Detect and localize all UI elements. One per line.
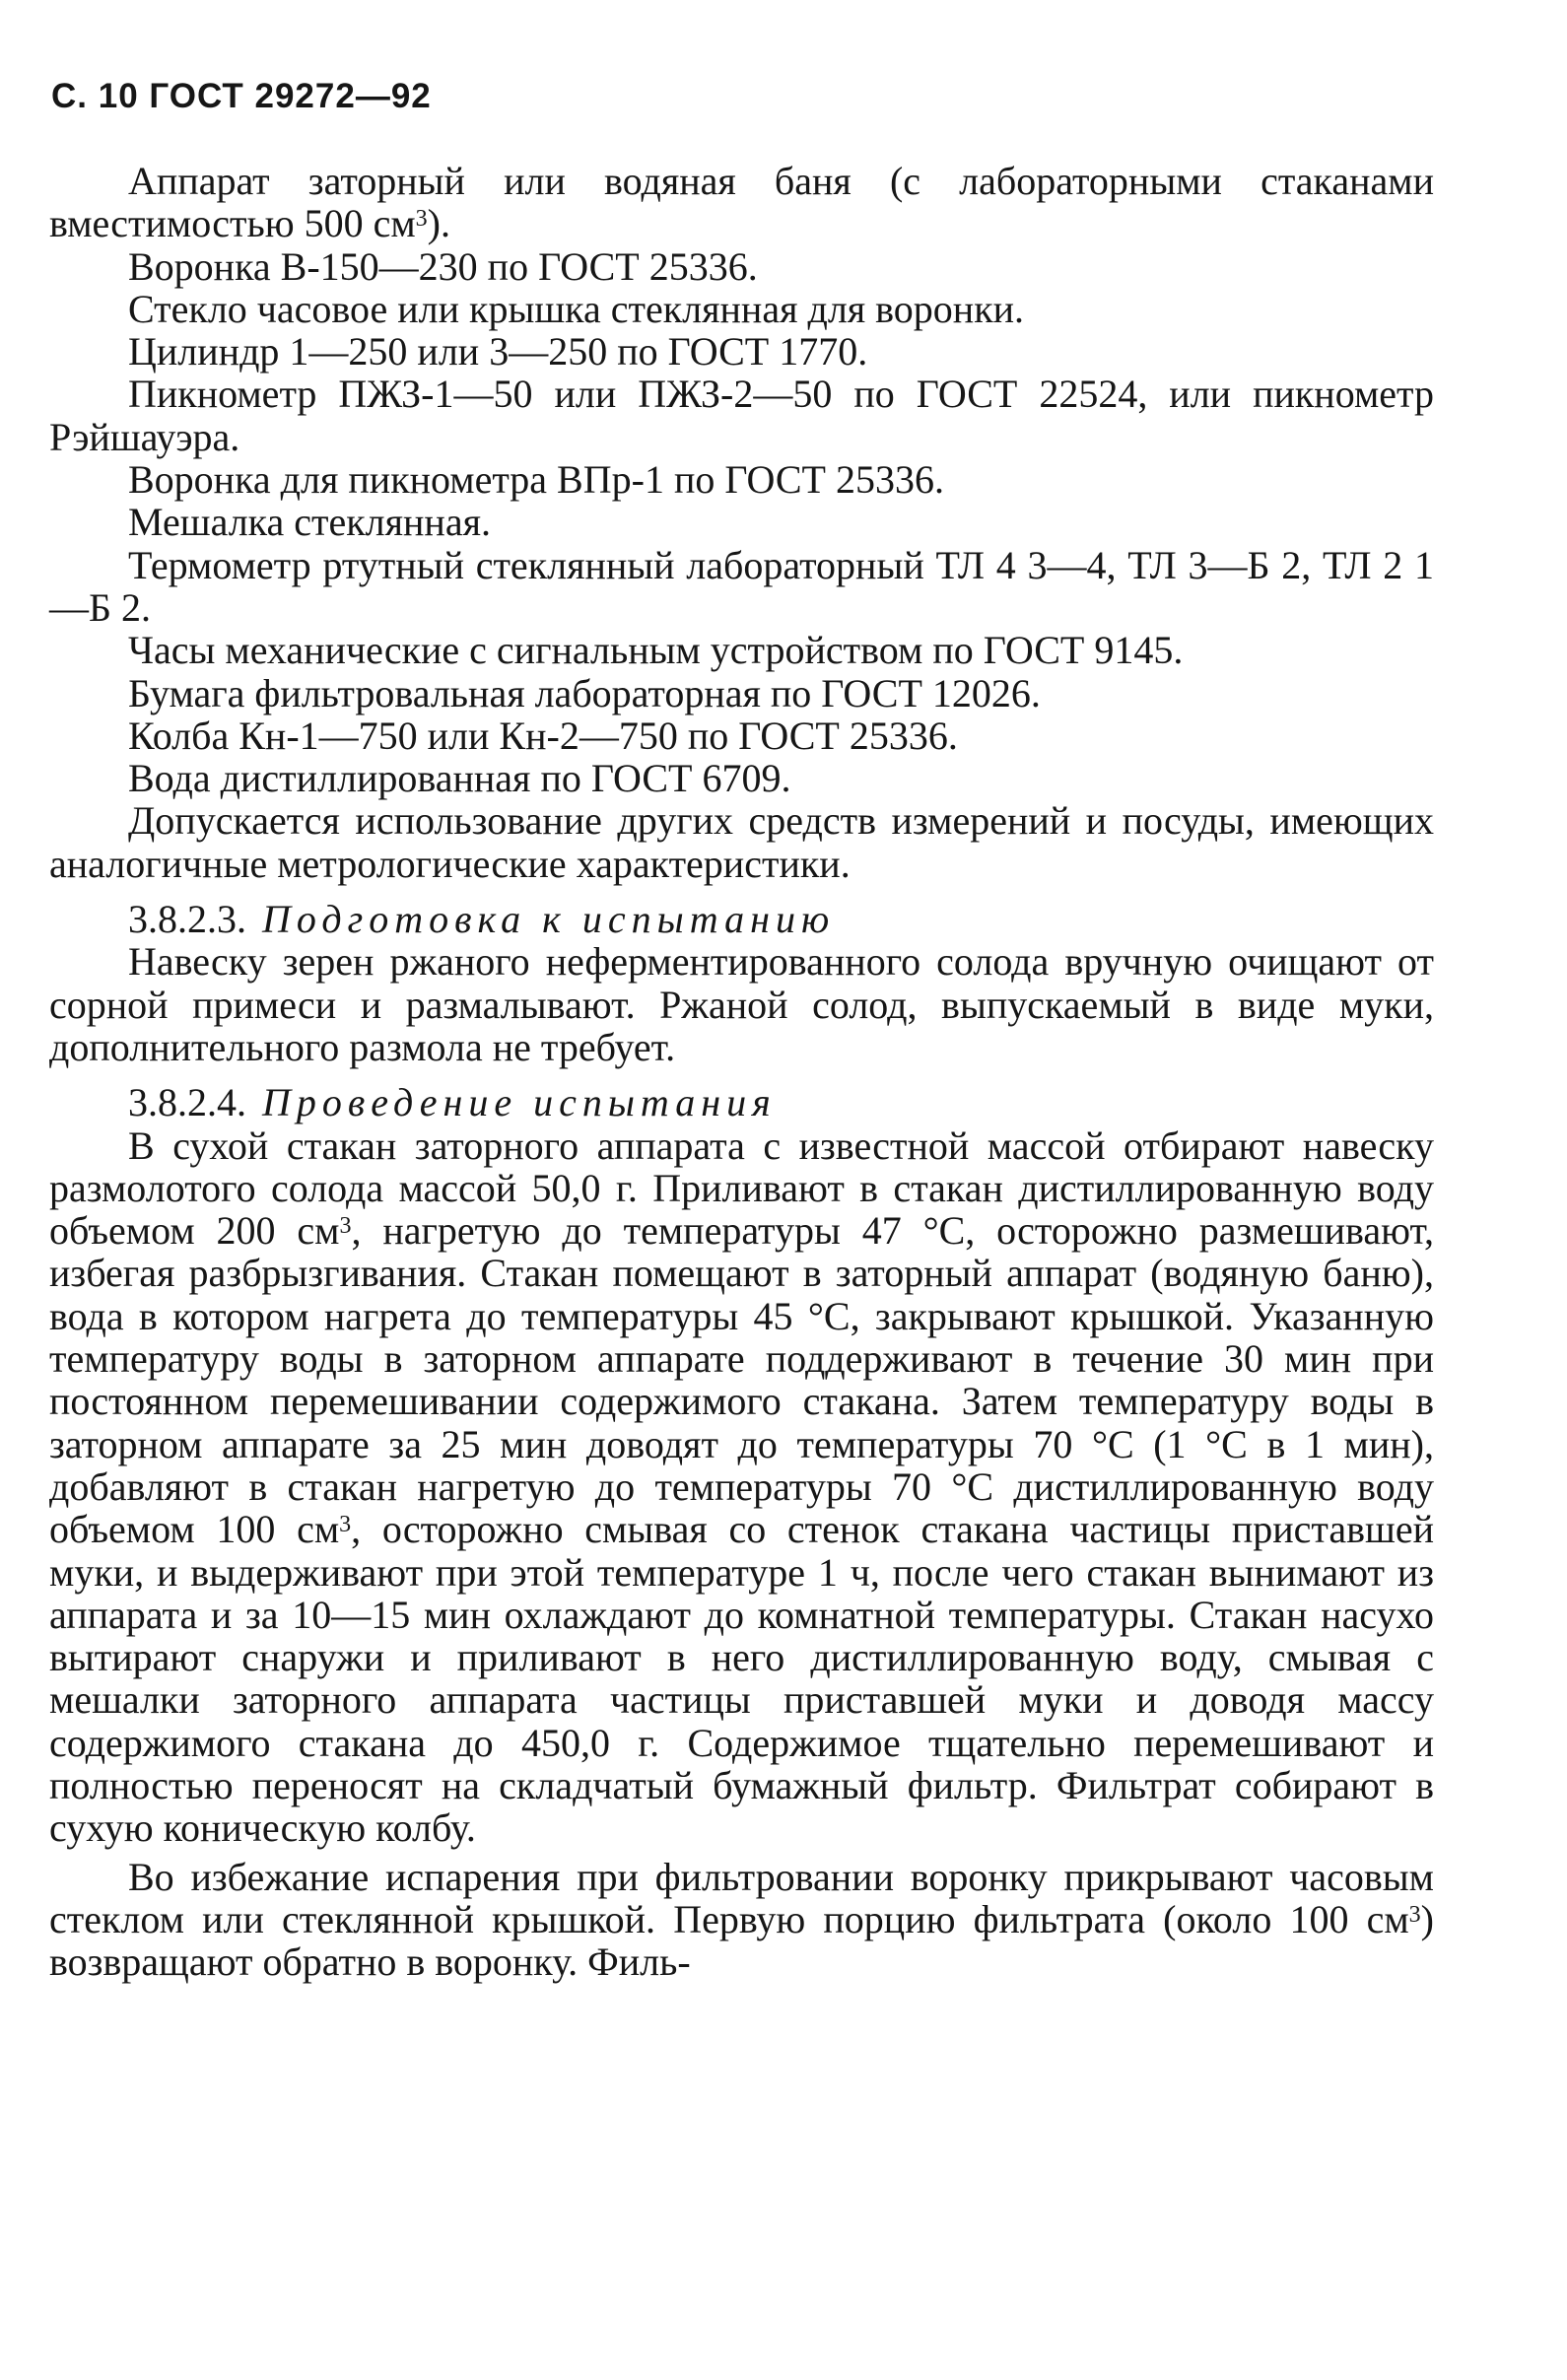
section-paragraph: Во избежание испарения при фильтровании воронку прикрывают часовым стеклом или стеклянной крышкой. Первую порцию фильтрата (около 100 $см^3$) возвращают обратно в воронку. Филь-	[49, 1854, 1434, 1985]
equipment-item: Воронка В-150—230 по ГОСТ 25336.	[128, 243, 758, 289]
equipment-item: Колба Кн-1—750 или Кн-2—750 по ГОСТ 25336.	[128, 713, 958, 758]
equipment-item: Мешалка стеклянная.	[128, 500, 491, 545]
section-heading-3823	[49, 898, 1434, 940]
section-number: 3.8.2.4.	[128, 1080, 246, 1125]
equipment-item: Стекло часовое или крышка стеклянная для воронки.	[128, 286, 1025, 331]
section-title: Проведение испытания	[262, 1080, 777, 1125]
page-content	[49, 160, 1434, 1983]
equipment-item: Термометр ртутный стеклянный лабораторный ТЛ 4 3—4, ТЛ 3—Б 2, ТЛ 2 1—Б 2.	[49, 542, 1434, 630]
equipment-note: Допускается использование других средств измерений и посуды, имеющих аналогичные метрологические характеристики.	[49, 798, 1434, 886]
section-number: 3.8.2.3.	[128, 897, 246, 942]
equipment-item: Пикнометр ПЖЗ-1—50 или ПЖЗ-2—50 по ГОСТ 22524, или пикнометр Рэйшауэра.	[49, 372, 1434, 459]
section-paragraph: Навеску зерен ржаного неферментированного солода вручную очищают от сорной примеси и размалывают. Ржаной солод, выпускаемый в виде муки, дополнительного размола не требует.	[49, 939, 1434, 1069]
equipment-item: Бумага фильтровальная лабораторная по ГОСТ 12026.	[128, 670, 1041, 715]
equipment-item: Цилиндр 1—250 или 3—250 по ГОСТ 1770.	[128, 329, 868, 374]
equipment-item: Аппарат заторный или водяная баня (с лабораторными стаканами вместимостью 500 $см^3$).	[49, 159, 1434, 246]
page-header: С. 10 ГОСТ 29272—92	[51, 77, 432, 115]
section-paragraph: В сухой стакан заторного аппарата с известной массой отбирают навеску размолотого солода массой 50,0 г. Приливают в стакан дистиллированную воду объемом 200 $см^3$, нагретую до температуры 47 °С, осторожно размешивают, избегая разбрызгивания. Стакан помещают в заторный аппарат (водяную баню), вода в котором нагрета до температуры 45 °С, закрывают крышкой. Указанную температуру воды в заторном аппарате поддерживают в течение 30 мин при постоянном перемешивании содержимого стакана. Затем температуру воды в заторном аппарате за 25 мин доводят до температуры 70 °С (1 °С в 1 мин), добавляют в стакан нагретую до температуры 70 °С дистиллированную воду объемом 100 $см^3$, осторожно смывая со стенок стакана частицы приставшей муки, и выдерживают при этой температуре 1 ч, после чего стакан вынимают из аппарата и за 10—15 мин охлаждают до комнатной температуры. Стакан насухо вытирают снаружи и приливают в него дистиллированную воду, смывая с мешалки заторного аппарата частицы приставшей муки и доводя массу содержимого стакана до 450,0 г. Содержимое тщательно перемешивают и полностью переносят на складчатый бумажный фильтр. Фильтрат собирают в сухую коническую колбу.	[49, 1122, 1434, 1851]
equipment-item: Вода дистиллированная по ГОСТ 6709.	[128, 756, 791, 801]
equipment-item: Воронка для пикнометра ВПр-1 по ГОСТ 25336.	[128, 457, 944, 503]
section-heading-3824	[49, 1081, 1434, 1123]
equipment-item: Часы механические с сигнальным устройством по ГОСТ 9145.	[128, 628, 1184, 673]
section-title: Подготовка к испытанию	[262, 897, 836, 942]
